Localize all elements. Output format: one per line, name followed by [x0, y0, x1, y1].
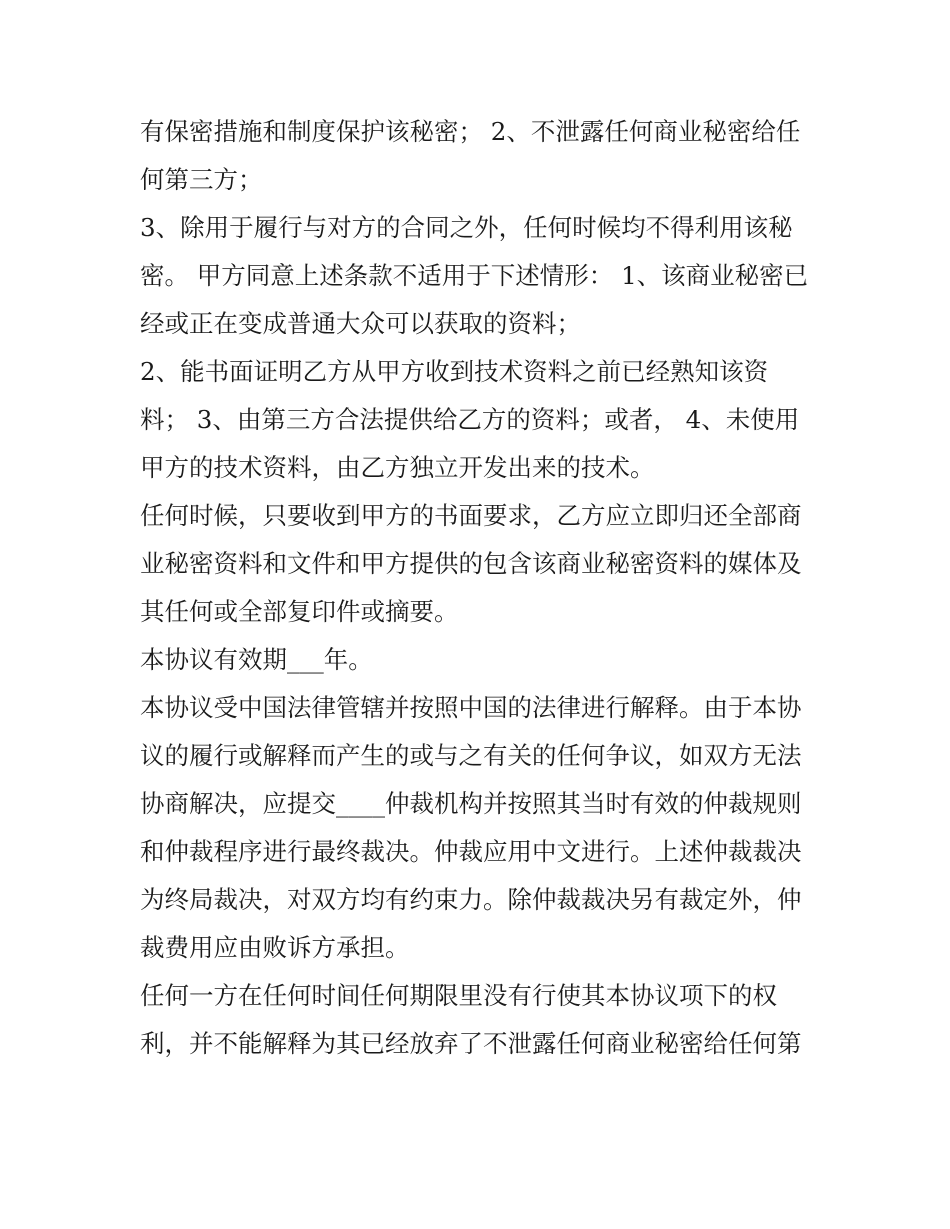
text-line: 甲方的技术资料，由乙方独立开发出来的技术。	[140, 453, 655, 482]
text-line: 和仲裁程序进行最终裁决。仲裁应用中文进行。上述仲裁裁决	[140, 837, 802, 866]
text-line: 经或正在变成普通大众可以获取的资料；	[140, 309, 581, 338]
text-line: 业秘密资料和文件和甲方提供的包含该商业秘密资料的媒体及	[140, 549, 802, 578]
text-line: 本协议受中国法律管辖并按照中国的法律进行解释。由于本协	[140, 693, 802, 722]
text-line: 本协议有效期___年。	[140, 645, 373, 674]
text-line: 利，并不能解释为其已经放弃了不泄露任何商业秘密给任何第	[140, 1029, 802, 1058]
text-line: 议的履行或解释而产生的或与之有关的任何争议，如双方无法	[140, 741, 802, 770]
text-line: 何第三方；	[140, 165, 263, 194]
text-line: 其任何或全部复印件或摘要。	[140, 597, 459, 626]
text-line: 裁费用应由败诉方承担。	[140, 933, 410, 962]
text-line: 为终局裁决，对双方均有约束力。除仲裁裁决另有裁定外，仲	[140, 885, 802, 914]
text-line: 3、除用于履行与对方的合同之外，任何时候均不得利用该秘	[140, 213, 793, 242]
text-line: 任何一方在任何时间任何期限里没有行使其本协议项下的权	[140, 981, 777, 1010]
text-line: 任何时候，只要收到甲方的书面要求，乙方应立即归还全部商	[140, 501, 802, 530]
text-line: 有保密措施和制度保护该秘密； 2、不泄露任何商业秘密给任	[140, 117, 801, 146]
text-line: 密。 甲方同意上述条款不适用于下述情形： 1、该商业秘密已	[140, 261, 809, 290]
document-body	[140, 108, 820, 1068]
text-line: 2、能书面证明乙方从甲方收到技术资料之前已经熟知该资	[140, 357, 769, 386]
text-line: 料； 3、由第三方合法提供给乙方的资料；或者， 4、未使用	[140, 405, 800, 434]
text-line: 协商解决，应提交____仲裁机构并按照其当时有效的仲裁规则	[140, 789, 802, 818]
